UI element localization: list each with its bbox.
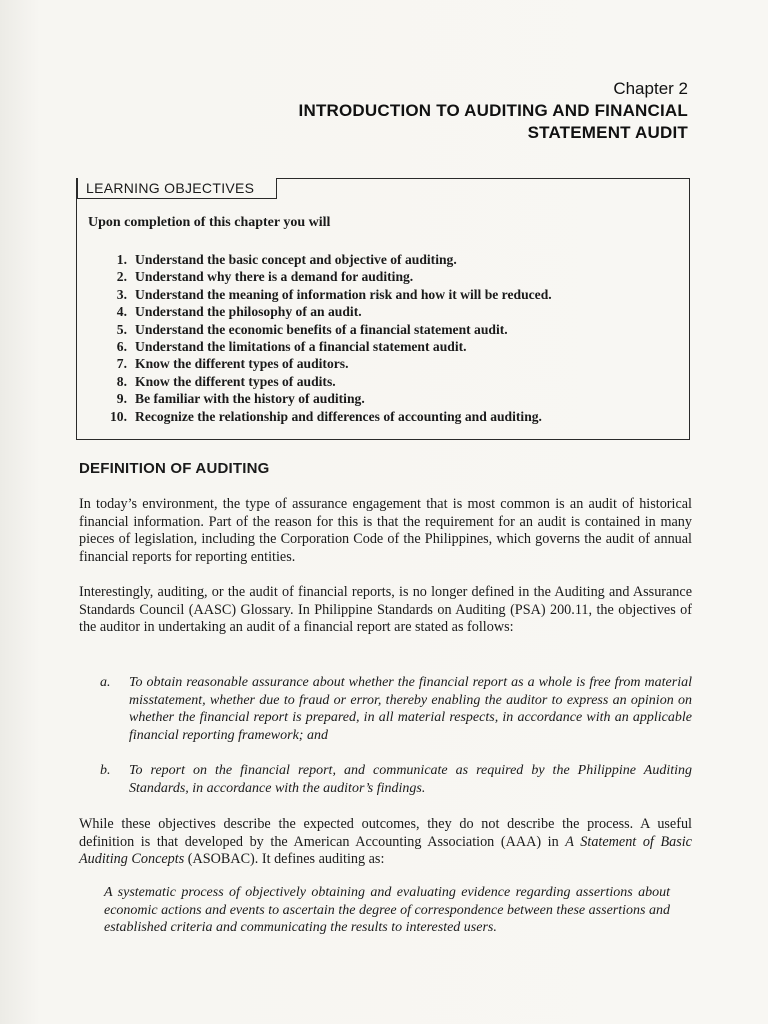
item-text: To report on the financial report, and communicate as required by the Philippine Auditing Standards, in accordance with the auditor’s findings. [129, 763, 692, 796]
objective-text: Know the different types of auditors. [135, 356, 349, 372]
objective-text: Understand the limitations of a financial statement audit. [135, 339, 467, 355]
item-marker: b. [100, 763, 111, 778]
chapter-header [168, 78, 688, 144]
chapter-title-line-1: INTRODUCTION TO AUDITING AND FINANCIAL [298, 101, 688, 120]
objective-item [103, 303, 552, 320]
objective-text: Recognize the relationship and differences of accounting and auditing. [135, 408, 542, 424]
learning-objectives-tab: LEARNING OBJECTIVES [77, 178, 277, 199]
objective-item [103, 268, 552, 285]
section-heading: DEFINITION OF AUDITING [79, 460, 270, 477]
objective-item [103, 408, 552, 425]
learning-objectives-box [76, 178, 690, 440]
paragraph-3-end: (ASOBAC). It defines auditing as: [184, 851, 385, 868]
objective-item [103, 251, 552, 268]
objective-number: 8. [116, 373, 127, 389]
objective-text: Be familiar with the history of auditing. [135, 391, 365, 407]
objective-text: Understand the philosophy of an audit. [135, 304, 362, 320]
objective-list-item-b [100, 762, 692, 797]
objective-number: 5. [116, 321, 127, 337]
objective-text: Understand the basic concept and objective of auditing. [135, 252, 457, 267]
objective-text: Understand the economic benefits of a financial statement audit. [135, 321, 508, 337]
objective-number: 1. [116, 252, 127, 267]
objective-text: Understand why there is a demand for auditing. [135, 269, 414, 285]
objective-list-item-a [100, 674, 692, 744]
item-marker: a. [100, 675, 111, 690]
objective-number: 3. [116, 286, 127, 302]
chapter-number: Chapter 2 [613, 79, 688, 98]
paragraph-2: Interestingly, auditing, or the audit of financial reports, is no longer defined in the Auditing and Assurance Standards Council (AASC) Glossary. In Philippine Standards on Auditing (PSA) 200.11, the objectives of the auditor in undertaking an audit of a financial report are stated as follows: [79, 584, 692, 636]
chapter-title-line-2: STATEMENT AUDIT [527, 123, 688, 142]
objective-number: 7. [116, 356, 127, 372]
objective-number: 4. [116, 304, 127, 320]
objective-number: 6. [116, 339, 127, 355]
objective-text: Know the different types of audits. [135, 373, 336, 389]
paragraph-1: In today’s environment, the type of assurance engagement that is most common is an audit of historical financial information. Part of the reason for this is that the requirement for an audit is contained in many pieces of legislation, including the Corporation Code of the Philippines, which governs the audit of annual financial reports for reporting entities. [79, 496, 692, 565]
learning-objectives-list [103, 251, 552, 425]
objective-item [103, 338, 552, 355]
definition-quote: A systematic process of objectively obtaining and evaluating evidence regarding assertions about economic actions and events to ascertain the degree of correspondence between these assertions and established criteria and communicating the results to interested users. [104, 885, 670, 936]
objective-item [103, 390, 552, 407]
learning-objectives-intro: Upon completion of this chapter you will [88, 215, 331, 230]
objective-number: 10. [110, 408, 127, 424]
objective-text: Understand the meaning of information risk and how it will be reduced. [135, 286, 552, 302]
objective-number: 2. [116, 269, 127, 285]
paragraph-3 [79, 816, 692, 869]
publication-title: A Statement of Basic Auditing Concepts [79, 833, 692, 868]
item-text: To obtain reasonable assurance about whether the financial report as a whole is free from material misstatement, whether due to fraud or error, thereby enabling the auditor to express an opinion on whether the financial report is prepared, in all material respects, in accordance with an applicable financial reporting framework; and [129, 675, 692, 743]
objective-item [103, 286, 552, 303]
paragraph-3-start: While these objectives describe the expected outcomes, they do not describe the process. A useful definition is that developed by the American Accounting Association (AAA) in [79, 816, 692, 850]
objective-item [103, 355, 552, 372]
objective-number: 9. [116, 391, 127, 407]
objective-item [103, 321, 552, 338]
objective-item [103, 373, 552, 390]
